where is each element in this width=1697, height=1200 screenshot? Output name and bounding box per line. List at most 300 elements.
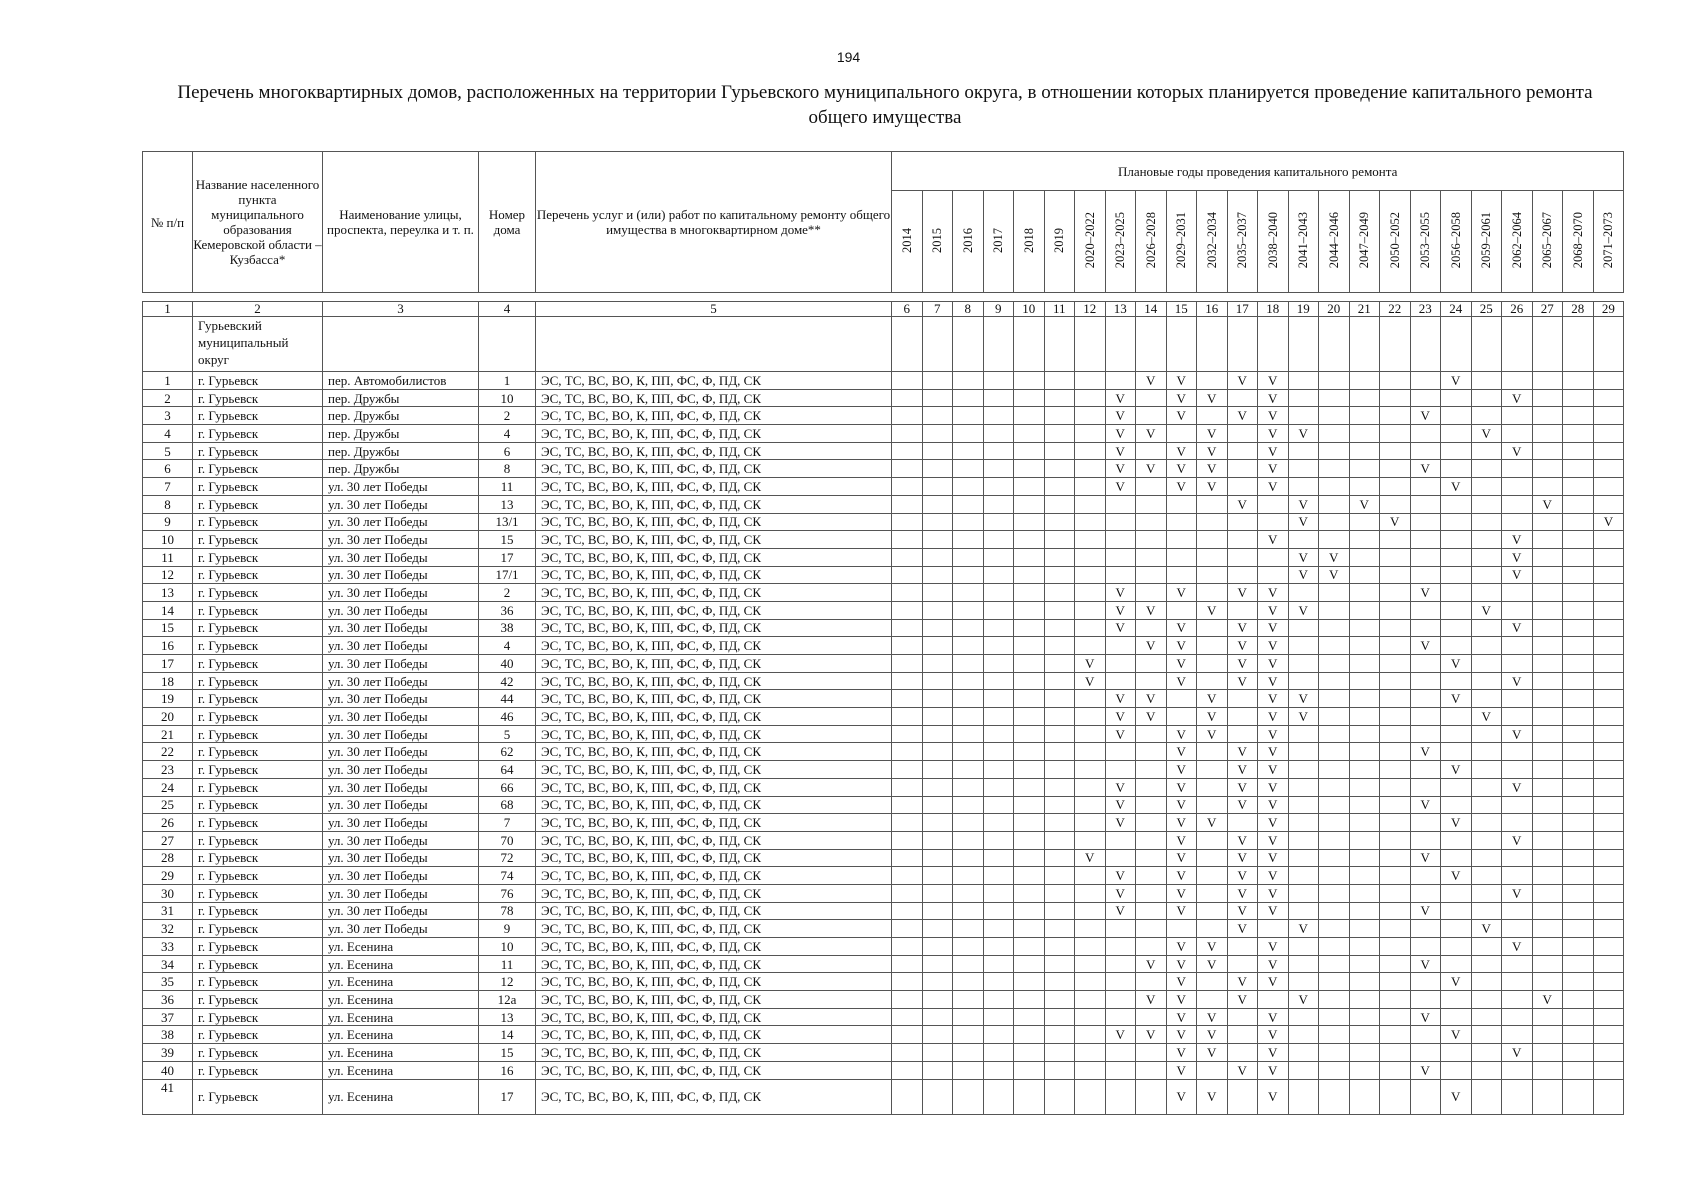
year-mark-cell: V: [1441, 690, 1472, 708]
year-mark-cell: [1502, 495, 1533, 513]
year-mark-cell: [1563, 1061, 1594, 1079]
year-mark-cell: V: [1258, 955, 1289, 973]
year-mark-cell: [983, 973, 1014, 991]
year-mark-cell: [892, 867, 923, 885]
year-mark-cell: [922, 584, 953, 602]
year-mark-cell: V: [1136, 372, 1167, 390]
house-cell: 36: [479, 601, 536, 619]
year-mark-cell: V: [1410, 849, 1441, 867]
year-mark-cell: [1349, 372, 1380, 390]
year-mark-cell: [1349, 920, 1380, 938]
street-cell: ул. 30 лет Победы: [323, 690, 479, 708]
year-mark-cell: [1197, 884, 1228, 902]
year-mark-cell: [1593, 442, 1624, 460]
year-mark-cell: [1593, 566, 1624, 584]
year-mark-cell: [1319, 495, 1350, 513]
year-mark-cell: [1319, 1044, 1350, 1062]
year-mark-cell: [1563, 601, 1594, 619]
year-mark-cell: [1075, 831, 1106, 849]
year-mark-cell: [1441, 601, 1472, 619]
year-mark-cell: V: [1502, 725, 1533, 743]
year-mark-cell: [1532, 1026, 1563, 1044]
year-mark-cell: [983, 725, 1014, 743]
year-mark-cell: [1105, 991, 1136, 1009]
year-mark-cell: [1136, 1044, 1167, 1062]
year-mark-cell: [1441, 884, 1472, 902]
works-cell: ЭС, ТС, ВС, ВО, К, ПП, ФС, Ф, ПД, СК: [536, 1008, 892, 1026]
year-mark-cell: [1197, 584, 1228, 602]
year-mark-cell: [922, 778, 953, 796]
year-mark-cell: V: [1502, 619, 1533, 637]
year-mark-cell: [892, 1061, 923, 1079]
year-mark-cell: [1288, 478, 1319, 496]
table-row: [143, 991, 1624, 1009]
row-number: 40: [143, 1061, 193, 1079]
year-mark-cell: [1532, 761, 1563, 779]
street-cell: ул. 30 лет Победы: [323, 849, 479, 867]
year-mark-cell: [1197, 655, 1228, 673]
year-mark-cell: [1410, 389, 1441, 407]
year-mark-cell: V: [1227, 902, 1258, 920]
year-mark-cell: [1075, 708, 1106, 726]
year-mark-cell: V: [1258, 531, 1289, 549]
year-mark-cell: V: [1105, 407, 1136, 425]
year-mark-cell: [1471, 778, 1502, 796]
year-mark-cell: [1136, 531, 1167, 549]
year-mark-cell: V: [1471, 708, 1502, 726]
year-mark-cell: [1197, 495, 1228, 513]
year-mark-cell: [1227, 1026, 1258, 1044]
year-mark-cell: [1441, 1044, 1472, 1062]
settlement-cell: г. Гурьевск: [193, 867, 323, 885]
year-mark-cell: V: [1136, 637, 1167, 655]
year-mark-cell: [1441, 389, 1472, 407]
year-mark-cell: [1014, 743, 1045, 761]
year-label: 2059–2061: [1479, 211, 1494, 269]
year-mark-cell: [1166, 690, 1197, 708]
year-mark-cell: V: [1166, 1008, 1197, 1026]
year-mark-cell: V: [1227, 849, 1258, 867]
year-mark-cell: [892, 778, 923, 796]
year-mark-cell: [1502, 478, 1533, 496]
table-row: [143, 548, 1624, 566]
year-mark-cell: [1075, 796, 1106, 814]
year-mark-cell: V: [1258, 460, 1289, 478]
year-mark-cell: [1532, 690, 1563, 708]
year-header: [922, 191, 953, 293]
year-mark-cell: [953, 743, 984, 761]
year-mark-cell: V: [1258, 442, 1289, 460]
year-label: 2068–2070: [1570, 211, 1585, 269]
year-mark-cell: [1014, 655, 1045, 673]
year-mark-cell: [1563, 849, 1594, 867]
year-mark-cell: [953, 991, 984, 1009]
year-mark-cell: [1105, 849, 1136, 867]
year-mark-cell: [1380, 619, 1411, 637]
year-mark-cell: [1319, 1061, 1350, 1079]
table-row: [143, 708, 1624, 726]
year-mark-cell: [892, 478, 923, 496]
column-number: 27: [1532, 302, 1563, 317]
year-mark-cell: V: [1258, 389, 1289, 407]
works-cell: ЭС, ТС, ВС, ВО, К, ПП, ФС, Ф, ПД, СК: [536, 531, 892, 549]
year-mark-cell: V: [1288, 708, 1319, 726]
year-mark-cell: [1014, 708, 1045, 726]
column-number: 23: [1410, 302, 1441, 317]
works-cell: ЭС, ТС, ВС, ВО, К, ПП, ФС, Ф, ПД, СК: [536, 460, 892, 478]
year-mark-cell: [1105, 655, 1136, 673]
year-mark-cell: V: [1227, 372, 1258, 390]
year-mark-cell: [1532, 531, 1563, 549]
year-header: [983, 191, 1014, 293]
year-mark-cell: [892, 1079, 923, 1114]
year-mark-cell: [1563, 407, 1594, 425]
column-number: 15: [1166, 302, 1197, 317]
year-mark-cell: [983, 991, 1014, 1009]
year-mark-cell: V: [1136, 1026, 1167, 1044]
year-mark-cell: [1563, 495, 1594, 513]
year-mark-cell: V: [1227, 637, 1258, 655]
year-mark-cell: [1441, 920, 1472, 938]
street-cell: ул. 30 лет Победы: [323, 867, 479, 885]
table-row: [143, 1079, 1624, 1114]
year-mark-cell: [983, 955, 1014, 973]
year-mark-cell: [953, 619, 984, 637]
settlement-cell: г. Гурьевск: [193, 1008, 323, 1026]
works-cell: ЭС, ТС, ВС, ВО, К, ПП, ФС, Ф, ПД, СК: [536, 1079, 892, 1114]
year-mark-cell: [1349, 991, 1380, 1009]
house-cell: 44: [479, 690, 536, 708]
year-mark-cell: V: [1471, 601, 1502, 619]
year-mark-cell: [1105, 743, 1136, 761]
year-mark-cell: V: [1410, 460, 1441, 478]
year-mark-cell: [1136, 831, 1167, 849]
settlement-cell: г. Гурьевск: [193, 761, 323, 779]
row-number: 20: [143, 708, 193, 726]
year-mark-cell: [1014, 619, 1045, 637]
year-mark-cell: [1319, 1008, 1350, 1026]
year-mark-cell: [922, 1079, 953, 1114]
year-mark-cell: [1471, 495, 1502, 513]
year-mark-cell: V: [1258, 655, 1289, 673]
year-mark-cell: [1593, 1079, 1624, 1114]
settlement-cell: г. Гурьевск: [193, 1026, 323, 1044]
year-mark-cell: [922, 601, 953, 619]
year-mark-cell: [1563, 637, 1594, 655]
year-mark-cell: V: [1502, 938, 1533, 956]
house-cell: 46: [479, 708, 536, 726]
year-mark-cell: [1593, 743, 1624, 761]
year-mark-cell: V: [1410, 584, 1441, 602]
year-mark-cell: [1197, 531, 1228, 549]
year-mark-cell: [892, 655, 923, 673]
year-mark-cell: [1593, 619, 1624, 637]
year-mark-cell: [1014, 991, 1045, 1009]
settlement-cell: г. Гурьевск: [193, 655, 323, 673]
house-cell: 15: [479, 531, 536, 549]
year-mark-cell: [1532, 955, 1563, 973]
works-cell: ЭС, ТС, ВС, ВО, К, ПП, ФС, Ф, ПД, СК: [536, 1026, 892, 1044]
street-cell: ул. Есенина: [323, 955, 479, 973]
year-mark-cell: [1502, 407, 1533, 425]
year-mark-cell: [1288, 884, 1319, 902]
year-mark-cell: [1319, 619, 1350, 637]
year-mark-cell: [1471, 814, 1502, 832]
house-cell: 5: [479, 725, 536, 743]
year-mark-cell: [1349, 425, 1380, 443]
year-mark-cell: V: [1288, 601, 1319, 619]
year-mark-cell: V: [1227, 867, 1258, 885]
year-mark-cell: [1136, 1008, 1167, 1026]
year-mark-cell: [1349, 1026, 1380, 1044]
year-mark-cell: V: [1105, 442, 1136, 460]
year-mark-cell: [1593, 708, 1624, 726]
year-mark-cell: [1136, 1079, 1167, 1114]
house-cell: 13: [479, 495, 536, 513]
year-mark-cell: [1227, 442, 1258, 460]
year-mark-cell: [1380, 372, 1411, 390]
year-mark-cell: [1380, 478, 1411, 496]
year-mark-cell: [983, 1008, 1014, 1026]
works-cell: ЭС, ТС, ВС, ВО, К, ПП, ФС, Ф, ПД, СК: [536, 849, 892, 867]
year-mark-cell: [1197, 991, 1228, 1009]
year-mark-cell: [1410, 478, 1441, 496]
year-mark-cell: V: [1441, 761, 1472, 779]
year-mark-cell: [1136, 761, 1167, 779]
table-row: [143, 831, 1624, 849]
settlement-cell: г. Гурьевск: [193, 708, 323, 726]
settlement-cell: г. Гурьевск: [193, 584, 323, 602]
settlement-cell: г. Гурьевск: [193, 778, 323, 796]
year-mark-cell: [1136, 619, 1167, 637]
year-mark-cell: [1136, 655, 1167, 673]
year-mark-cell: V: [1288, 495, 1319, 513]
year-mark-cell: V: [1166, 778, 1197, 796]
year-mark-cell: [1014, 778, 1045, 796]
row-number: 27: [143, 831, 193, 849]
year-mark-cell: [1380, 973, 1411, 991]
house-cell: 6: [479, 442, 536, 460]
settlement-cell: г. Гурьевск: [193, 920, 323, 938]
row-number: 22: [143, 743, 193, 761]
settlement-cell: г. Гурьевск: [193, 902, 323, 920]
year-mark-cell: V: [1471, 425, 1502, 443]
table-row: [143, 743, 1624, 761]
year-mark-cell: [1471, 849, 1502, 867]
house-cell: 8: [479, 460, 536, 478]
house-cell: 78: [479, 902, 536, 920]
year-mark-cell: [1075, 637, 1106, 655]
year-mark-cell: [983, 566, 1014, 584]
year-mark-cell: [1441, 708, 1472, 726]
street-cell: ул. 30 лет Победы: [323, 778, 479, 796]
year-mark-cell: [1441, 566, 1472, 584]
year-header: [1380, 191, 1411, 293]
works-cell: ЭС, ТС, ВС, ВО, К, ПП, ФС, Ф, ПД, СК: [536, 902, 892, 920]
year-mark-cell: [1014, 849, 1045, 867]
year-mark-cell: V: [1105, 619, 1136, 637]
column-number: 28: [1563, 302, 1594, 317]
year-mark-cell: [922, 1044, 953, 1062]
year-mark-cell: [1380, 442, 1411, 460]
house-cell: 1: [479, 372, 536, 390]
year-mark-cell: [1471, 672, 1502, 690]
year-mark-cell: [1410, 920, 1441, 938]
year-mark-cell: [983, 1044, 1014, 1062]
year-mark-cell: [1227, 513, 1258, 531]
year-mark-cell: [983, 849, 1014, 867]
year-mark-cell: V: [1410, 1008, 1441, 1026]
year-mark-cell: [1288, 938, 1319, 956]
house-cell: 66: [479, 778, 536, 796]
year-mark-cell: [1136, 796, 1167, 814]
year-mark-cell: V: [1197, 601, 1228, 619]
year-mark-cell: [983, 460, 1014, 478]
year-mark-cell: [1502, 814, 1533, 832]
year-mark-cell: [1380, 743, 1411, 761]
year-mark-cell: [983, 425, 1014, 443]
year-mark-cell: [1319, 389, 1350, 407]
row-number: 18: [143, 672, 193, 690]
column-number: 12: [1075, 302, 1106, 317]
settlement-cell: г. Гурьевск: [193, 973, 323, 991]
year-mark-cell: [1197, 619, 1228, 637]
year-mark-cell: [1319, 796, 1350, 814]
year-mark-cell: [1044, 761, 1075, 779]
year-mark-cell: [1532, 460, 1563, 478]
works-cell: ЭС, ТС, ВС, ВО, К, ПП, ФС, Ф, ПД, СК: [536, 495, 892, 513]
year-mark-cell: [1410, 778, 1441, 796]
year-header: [1258, 191, 1289, 293]
year-mark-cell: [1288, 955, 1319, 973]
house-cell: 72: [479, 849, 536, 867]
year-mark-cell: V: [1502, 884, 1533, 902]
year-header: [1105, 191, 1136, 293]
year-mark-cell: [1075, 531, 1106, 549]
year-mark-cell: V: [1166, 831, 1197, 849]
year-mark-cell: [1410, 1026, 1441, 1044]
year-mark-cell: [1044, 513, 1075, 531]
year-mark-cell: V: [1105, 796, 1136, 814]
year-mark-cell: V: [1075, 672, 1106, 690]
year-mark-cell: [1166, 920, 1197, 938]
year-mark-cell: [1532, 548, 1563, 566]
year-mark-cell: [1288, 442, 1319, 460]
year-mark-cell: [1532, 849, 1563, 867]
year-mark-cell: [1410, 425, 1441, 443]
year-mark-cell: [983, 372, 1014, 390]
year-mark-cell: [1105, 1061, 1136, 1079]
year-mark-cell: [1227, 1044, 1258, 1062]
year-mark-cell: [1227, 460, 1258, 478]
year-mark-cell: [1227, 425, 1258, 443]
year-label: 2047–2049: [1357, 211, 1372, 269]
year-mark-cell: [1105, 920, 1136, 938]
year-mark-cell: [1349, 566, 1380, 584]
year-mark-cell: [1136, 389, 1167, 407]
year-mark-cell: [1502, 690, 1533, 708]
year-mark-cell: [1197, 920, 1228, 938]
year-mark-cell: [1532, 796, 1563, 814]
works-cell: ЭС, ТС, ВС, ВО, К, ПП, ФС, Ф, ПД, СК: [536, 991, 892, 1009]
row-number: 3: [143, 407, 193, 425]
year-mark-cell: [1014, 460, 1045, 478]
year-mark-cell: [1136, 725, 1167, 743]
year-mark-cell: [1044, 743, 1075, 761]
year-mark-cell: [922, 796, 953, 814]
year-mark-cell: [1593, 655, 1624, 673]
year-mark-cell: [1105, 1008, 1136, 1026]
year-mark-cell: [953, 973, 984, 991]
year-mark-cell: [983, 902, 1014, 920]
house-cell: 4: [479, 637, 536, 655]
year-mark-cell: V: [1166, 637, 1197, 655]
year-mark-cell: [922, 867, 953, 885]
year-mark-cell: [1075, 884, 1106, 902]
year-mark-cell: [1319, 601, 1350, 619]
year-mark-cell: [1044, 831, 1075, 849]
year-mark-cell: V: [1136, 460, 1167, 478]
year-mark-cell: [1532, 637, 1563, 655]
row-number: 2: [143, 389, 193, 407]
table-row: [143, 531, 1624, 549]
year-mark-cell: [922, 849, 953, 867]
street-cell: ул. 30 лет Победы: [323, 902, 479, 920]
year-mark-cell: [1532, 425, 1563, 443]
year-mark-cell: [1075, 725, 1106, 743]
year-mark-cell: [1014, 478, 1045, 496]
year-mark-cell: [1502, 460, 1533, 478]
year-mark-cell: [1166, 601, 1197, 619]
year-mark-cell: V: [1471, 920, 1502, 938]
year-mark-cell: [1349, 655, 1380, 673]
table-row: [143, 601, 1624, 619]
year-mark-cell: [983, 495, 1014, 513]
year-mark-cell: [1075, 566, 1106, 584]
year-header: [1288, 191, 1319, 293]
year-mark-cell: [983, 1026, 1014, 1044]
row-number: 39: [143, 1044, 193, 1062]
street-cell: ул. 30 лет Победы: [323, 584, 479, 602]
year-mark-cell: [1105, 955, 1136, 973]
year-mark-cell: [1288, 1026, 1319, 1044]
year-mark-cell: [1593, 867, 1624, 885]
year-mark-cell: [1227, 548, 1258, 566]
year-mark-cell: [1044, 655, 1075, 673]
year-label: 2050–2052: [1387, 211, 1402, 269]
year-mark-cell: [1563, 584, 1594, 602]
year-mark-cell: [1044, 584, 1075, 602]
year-mark-cell: V: [1532, 991, 1563, 1009]
year-mark-cell: [892, 884, 923, 902]
year-mark-cell: [1349, 389, 1380, 407]
year-mark-cell: [1532, 672, 1563, 690]
works-cell: ЭС, ТС, ВС, ВО, К, ПП, ФС, Ф, ПД, СК: [536, 867, 892, 885]
year-mark-cell: [1502, 1061, 1533, 1079]
works-cell: ЭС, ТС, ВС, ВО, К, ПП, ФС, Ф, ПД, СК: [536, 513, 892, 531]
year-mark-cell: [1532, 831, 1563, 849]
column-number: 8: [953, 302, 984, 317]
year-mark-cell: [1075, 495, 1106, 513]
year-mark-cell: V: [1502, 831, 1533, 849]
year-mark-cell: [983, 531, 1014, 549]
year-mark-cell: [1136, 672, 1167, 690]
year-mark-cell: [1563, 708, 1594, 726]
year-mark-cell: [1563, 991, 1594, 1009]
year-mark-cell: [953, 884, 984, 902]
works-cell: ЭС, ТС, ВС, ВО, К, ПП, ФС, Ф, ПД, СК: [536, 920, 892, 938]
year-label: 2015: [930, 227, 945, 253]
